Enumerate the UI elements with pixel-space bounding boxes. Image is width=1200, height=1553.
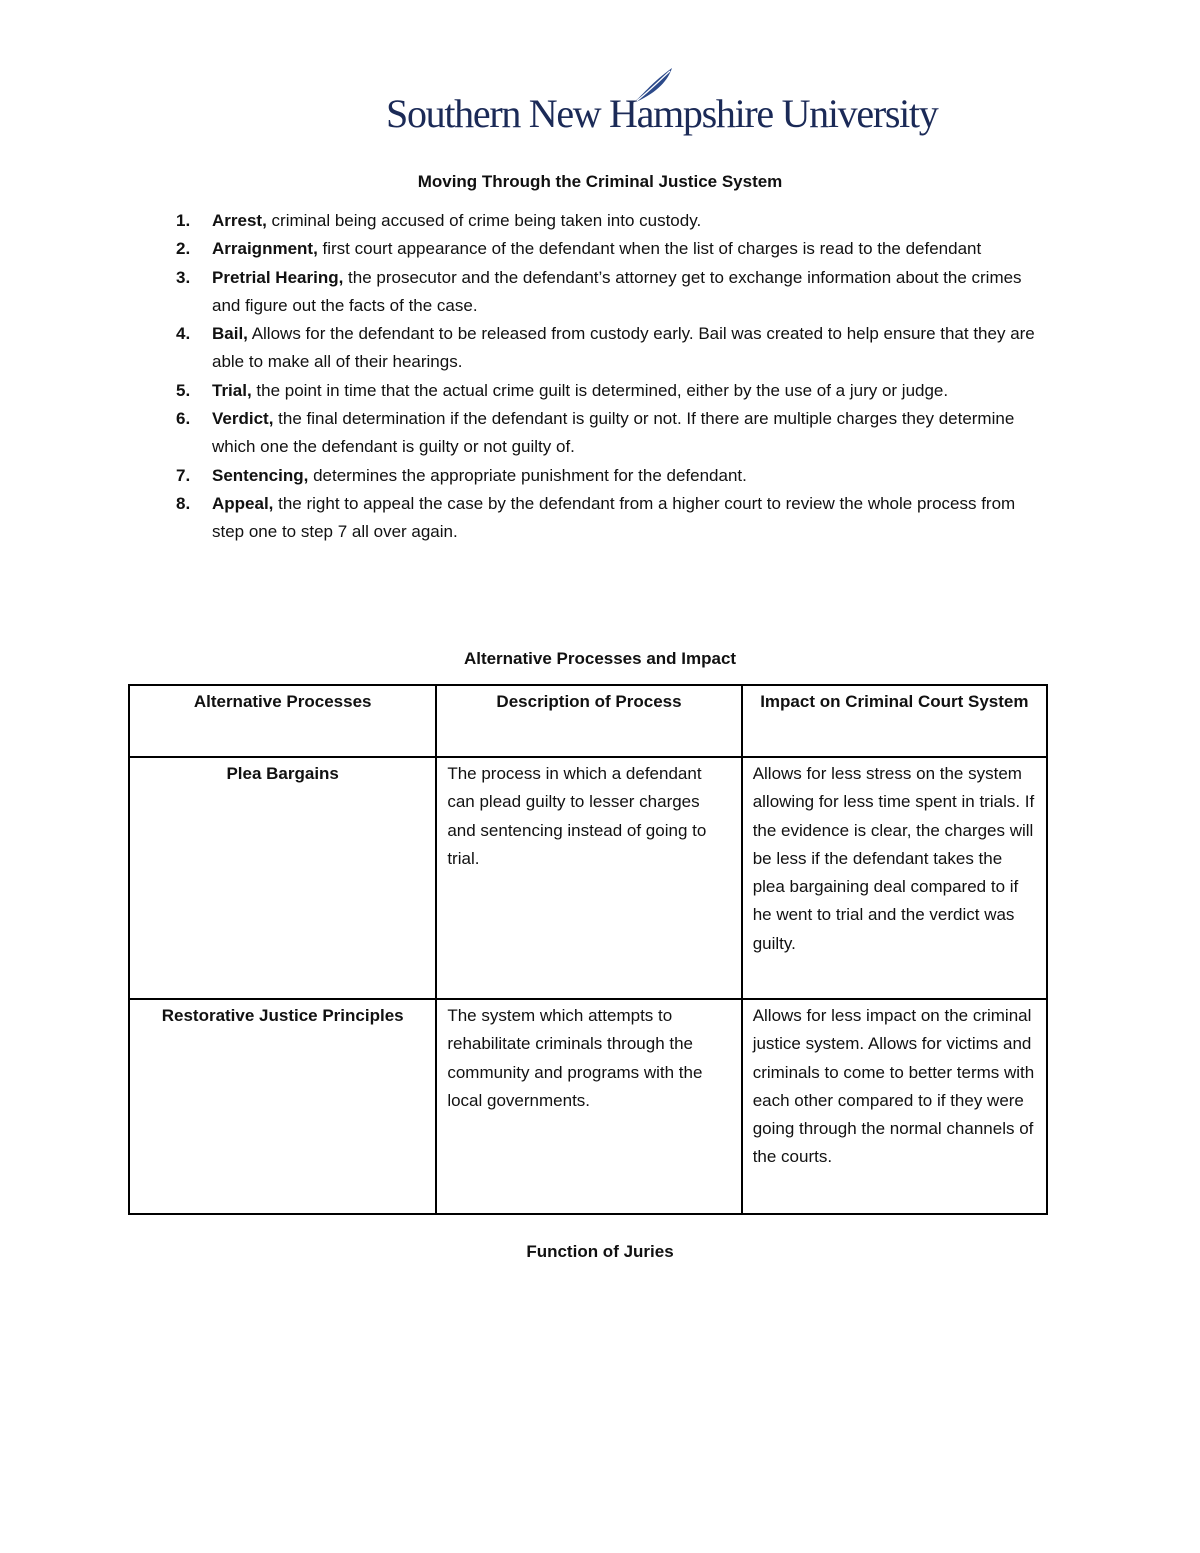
step-number: 1. <box>176 211 191 230</box>
step-term: Verdict, <box>212 409 274 429</box>
step-text: the prosecutor and the defendant’s attorney get to exchange information about the crimes and figure out the facts of the case. <box>212 267 1022 315</box>
main-heading: Moving Through the Criminal Justice System <box>417 172 783 191</box>
step-text: the right to appeal the case by the defendant from a higher court to review the whole process from step one to step 7 all over again. <box>212 493 1016 542</box>
step-text: the point in time that the actual crime guilt is determined, either by the use of a jury or judge. <box>251 380 949 400</box>
impact-cell: Allows for less stress on the system allowing for less time spent in trials. If the evidence is clear, the charges will be less if the defendant takes the plea bargaining deal compared to if he went to trial and the verdict was guilty. <box>742 757 1047 999</box>
impact-cell: Allows for less impact on the criminal justice system. Allows for victims and criminals to come to better terms with each other compared to if they were going through the normal channels of the courts. <box>742 999 1047 1214</box>
step-term: Bail, <box>212 324 248 344</box>
juries-heading: Function of Juries <box>526 1242 674 1261</box>
step-term: Sentencing, <box>212 465 309 485</box>
table-row <box>129 757 1047 999</box>
description-cell: The process in which a defendant can plead guilty to lesser charges and sentencing instead of going to trial. <box>436 757 741 999</box>
step-term: Arrest, <box>212 211 267 230</box>
list-item <box>170 490 1050 547</box>
university-logo <box>380 66 938 138</box>
step-number: 4. <box>176 324 191 344</box>
list-item <box>170 207 1050 235</box>
alternative-processes-heading: Alternative Processes and Impact <box>463 649 737 668</box>
step-number: 7. <box>176 465 191 485</box>
step-number: 2. <box>176 239 191 259</box>
list-item <box>170 235 1050 263</box>
list-item <box>170 462 1050 490</box>
description-cell: The system which attempts to rehabilitate criminals through the community and programs with the local governments. <box>436 999 741 1214</box>
step-text: determines the appropriate punishment for the defendant. <box>308 465 747 485</box>
process-name-cell: Restorative Justice Principles <box>129 999 436 1214</box>
column-header: Description of Process <box>436 685 741 757</box>
step-number: 6. <box>176 409 191 429</box>
step-number: 5. <box>176 380 191 400</box>
step-number: 8. <box>176 493 191 513</box>
step-text: criminal being accused of crime being taken into custody. <box>266 211 702 230</box>
table-header-row <box>129 685 1047 757</box>
list-item <box>170 320 1050 377</box>
step-term: Appeal, <box>212 493 274 513</box>
alternative-processes-table <box>128 684 1048 1215</box>
list-item <box>170 264 1050 321</box>
step-number: 3. <box>176 267 191 287</box>
list-item <box>170 405 1050 462</box>
step-term: Arraignment, <box>212 239 318 259</box>
process-name-cell: Plea Bargains <box>129 757 436 999</box>
column-header: Alternative Processes <box>129 685 436 757</box>
column-header: Impact on Criminal Court System <box>742 685 1047 757</box>
step-text: Allows for the defendant to be released from custody early. Bail was created to help ensure that they are able to make all of their hearings. <box>212 324 1035 372</box>
step-term: Trial, <box>212 380 252 400</box>
step-text: first court appearance of the defendant when the list of charges is read to the defendant <box>317 239 982 259</box>
step-term: Pretrial Hearing, <box>212 267 344 287</box>
logo-text: Southern New Hampshire University <box>386 91 938 136</box>
steps-list <box>170 207 1050 547</box>
table-row <box>129 999 1047 1214</box>
list-item <box>170 377 1050 405</box>
step-text: the final determination if the defendant is guilty or not. If there are multiple charges they determine which one the defendant is guilty or not guilty of. <box>212 409 1015 457</box>
